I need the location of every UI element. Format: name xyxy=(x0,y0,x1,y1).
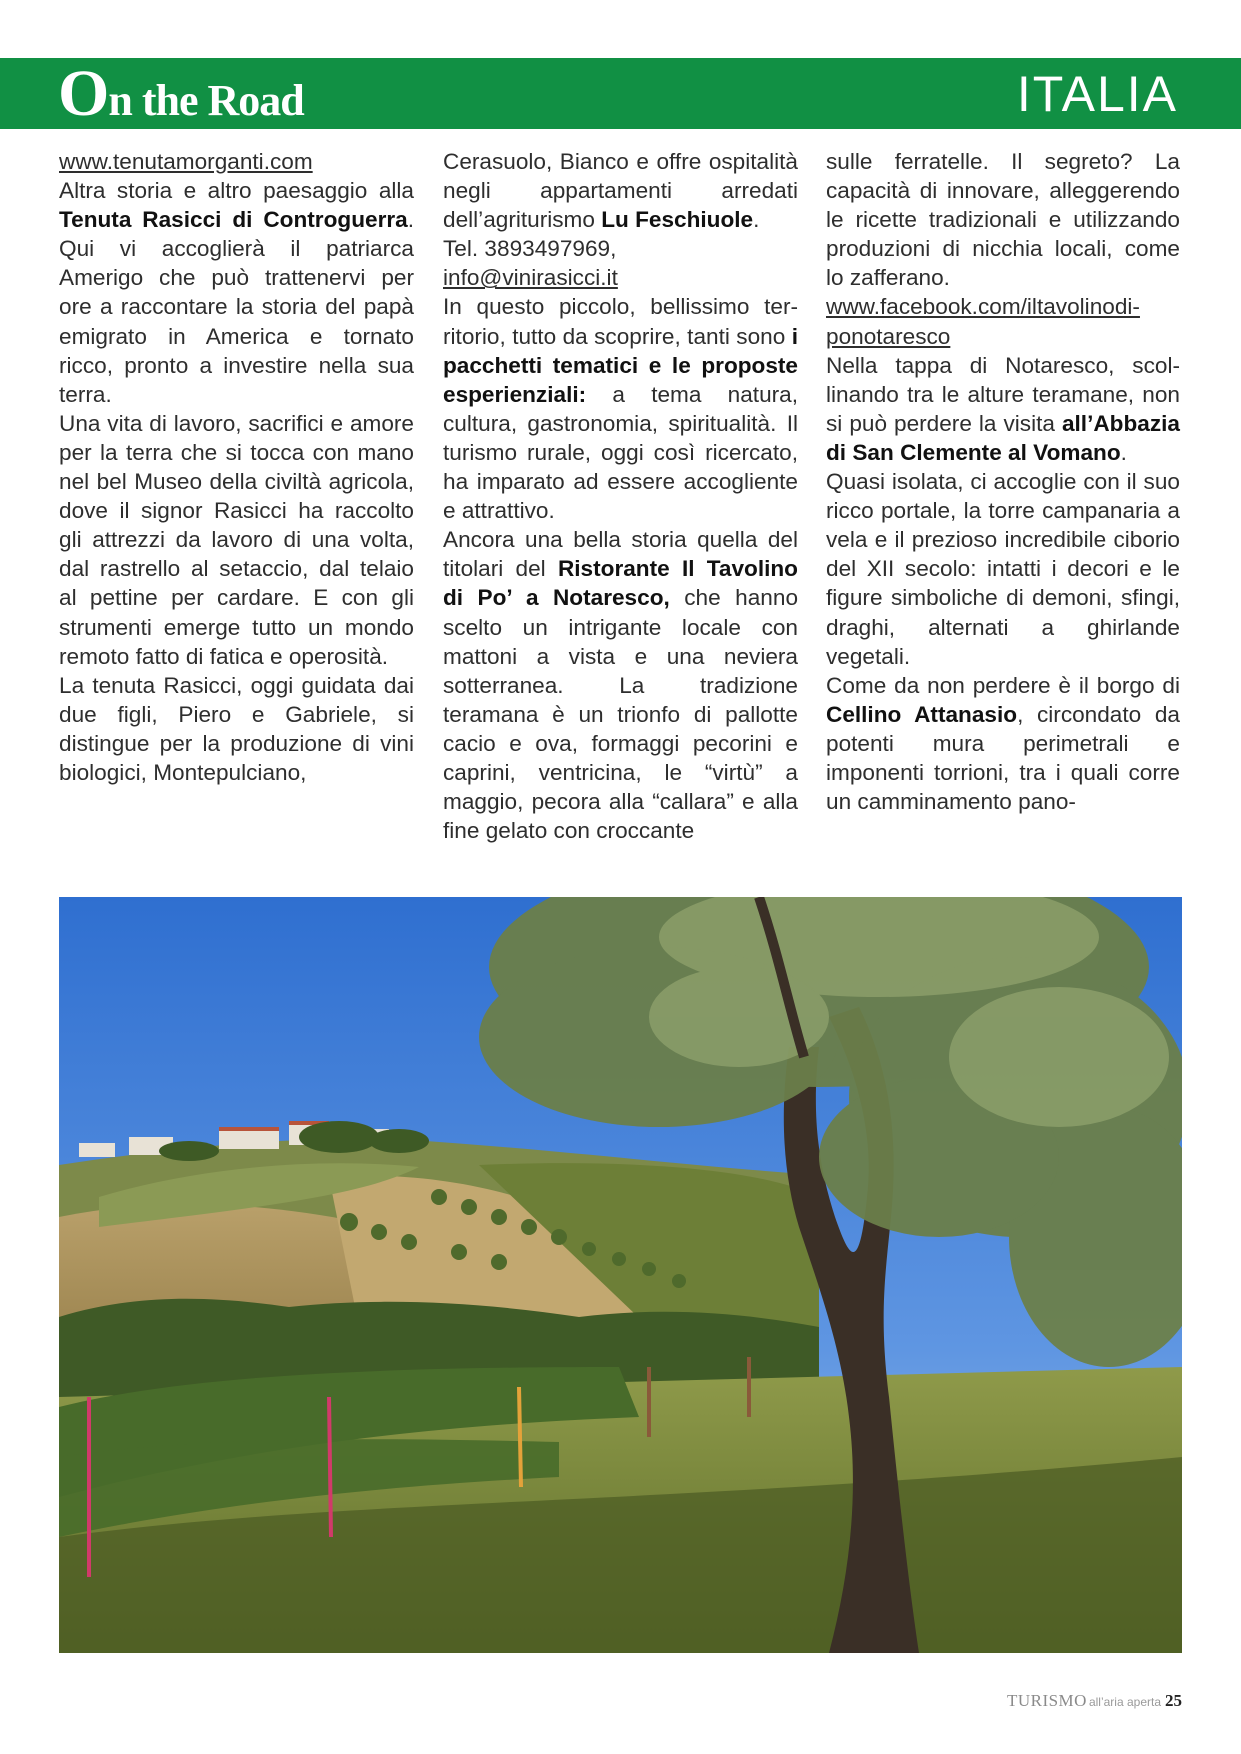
bold-text: all’Abbazia di San Clemente al Vomano xyxy=(826,410,1180,465)
email-link[interactable]: info@vinirasicci.it xyxy=(443,265,618,291)
bold-text: Cellino Attanasio xyxy=(826,701,1018,727)
facebook-link-cont[interactable]: ponotaresco xyxy=(826,323,951,349)
paragraph xyxy=(443,147,798,292)
text-column-3 xyxy=(826,147,1180,816)
text-column-2 xyxy=(443,147,798,845)
logo-initial: O xyxy=(58,57,109,130)
paragraph: Una vita di lavoro, sacrifici e amore per la terra che si tocca con mano nel bel Museo della civiltà agricola, dove il signor Rasicci ha raccolto gli attrezzi da lavoro di una volta, dal rastrello al setaccio, dal telaio al pettine per cardare. E con gli strumenti emerge tutto un mondo remoto fatto di fatica e operosità. xyxy=(59,410,414,669)
paragraph: La tenuta Rasicci, oggi guidata dai due figli, Piero e Gabriele, si distingue per la produzione di vini biologici, Montepulciano, xyxy=(59,672,414,785)
paragraph xyxy=(826,147,1180,351)
phone-number: Tel. 3893497969, xyxy=(443,236,617,262)
text-run: Ancora una bella storia quella del titolari del xyxy=(443,527,798,582)
bold-text: Lu Feschiuole xyxy=(601,207,754,233)
text-run: sulle ferratelle. Il segreto? La capacità di innovare, alleggerendo le ricette tradizionali e utilizzando produzioni di nicchia locali, come lo zafferano. xyxy=(826,149,1180,291)
text-run: Altra storia e altro paesaggio alla xyxy=(59,178,414,204)
bold-text: i pacchetti tematici e le proposte esperienziali: xyxy=(443,323,798,407)
page-footer xyxy=(1007,1691,1182,1711)
bold-text: Tenuta Rasicci di Controguerra xyxy=(59,207,408,233)
facebook-link[interactable]: www.facebook.com/iltavolinodi- xyxy=(826,294,1140,320)
text-run: Come da non perdere è il borgo di xyxy=(826,672,1180,698)
text-run: che hanno scelto un intrigante locale con mattoni a vista e una neviera sotterranea. La tradizione teramana è un trionfo di pallotte cacio e ova, formaggi pecorini e caprini, ventricina, le “virtù” a maggio, pecora alla “callara” e alla fine gelato con croccante xyxy=(443,585,799,844)
header-bar xyxy=(0,58,1241,129)
paragraph: Quasi isolata, ci accoglie con il suo ricco portale, la torre campanaria a vela e il prezioso incredibile ciborio del XII secolo: intatti i decori e le figure simboliche di demoni, sfingi, draghi, alternati a ghirlande vegetali. xyxy=(826,469,1180,669)
text-run: Cerasuolo, Bianco e offre ospitalità negli appartamenti arredati dell’agriturismo xyxy=(443,149,798,233)
text-run: . xyxy=(1120,439,1127,465)
text-run: In questo piccolo, bellissimo territorio, tutto da scoprire, tanti sono xyxy=(443,294,798,349)
section-title: ITALIA xyxy=(1016,66,1178,122)
website-link[interactable]: www.tenutamorganti.com xyxy=(59,149,313,174)
magazine-section-logo xyxy=(58,57,304,131)
logo-text: n the Road xyxy=(108,76,304,125)
text-run: , circondato da potenti mura perimetrali e imponenti torrioni, tra i quali corre un camminamento pano- xyxy=(826,701,1180,815)
text-run: Nella tappa di Notaresco, scollinando tra le alture teramane, non si può perdere la visita xyxy=(826,352,1180,436)
landscape-photo xyxy=(59,897,1182,1653)
footer-magazine: TURISMO xyxy=(1006,1691,1087,1710)
text-run: . Qui vi accoglierà il patriarca Amerigo che può trattenervi per ore a raccontare la storia del papà emigrato in America e tornato ricco, pronto a investire nella sua terra. xyxy=(59,207,414,407)
bold-text: Ristorante Il Tavolino di Po’ a Notaresco, xyxy=(443,556,798,611)
page-number: 25 xyxy=(1165,1691,1182,1710)
paragraph xyxy=(443,292,798,525)
text-run: . xyxy=(753,207,760,233)
paragraph xyxy=(826,671,1180,816)
footer-subtitle: all’aria aperta xyxy=(1088,1695,1161,1709)
paragraph xyxy=(826,351,1180,467)
text-run: a tema natura, cultura, gastronomia, spiritualità. Il turismo rurale, oggi così ricercato, ha imparato ad essere accogliente e attrattivo. xyxy=(443,381,798,524)
paragraph xyxy=(443,525,798,845)
text-column-1 xyxy=(59,147,414,787)
paragraph xyxy=(59,147,414,409)
